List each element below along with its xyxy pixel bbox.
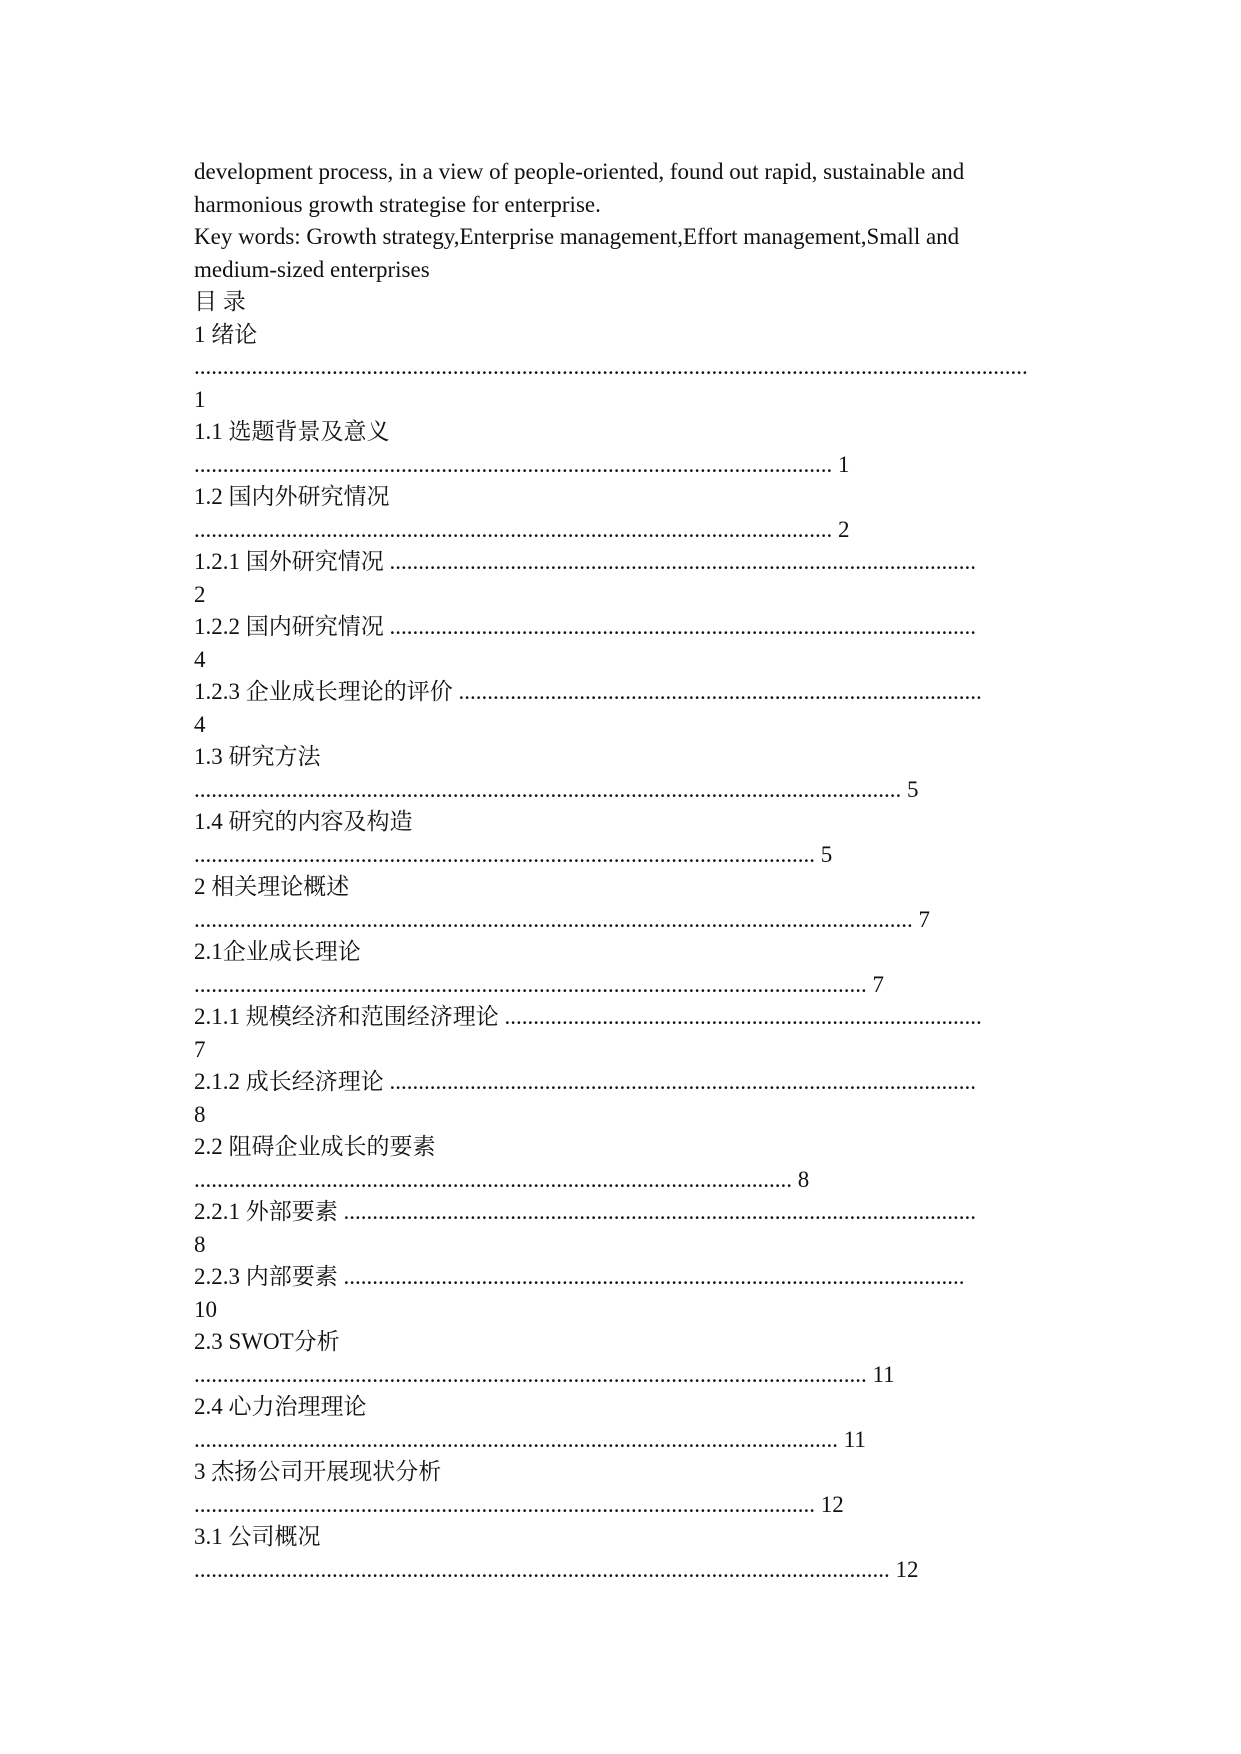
text-line-11: 1.2 国内外研究情况 xyxy=(194,484,390,509)
text-line-35: 2.2.3 内部要素 ............................................................................................................ xyxy=(194,1264,965,1289)
text-line-22: ............................................................................................................ 5 xyxy=(194,841,833,867)
text-line-6: 1 绪论 xyxy=(194,321,258,347)
text-line-7: ................................................................................................................................................. xyxy=(194,354,1028,379)
text-line-37: 2.3 SWOT分析 xyxy=(194,1329,340,1354)
text-line-19: 1.3 研究方法 xyxy=(194,744,321,769)
text-line-2: harmonious growth strategise for enterprise. xyxy=(194,191,601,217)
text-line-34: 8 xyxy=(194,1231,206,1257)
text-line-38: ..................................................................................................................... 11 xyxy=(194,1361,895,1387)
text-line-13: 1.2.1 国外研究情况 ...................................................................................................... xyxy=(194,549,976,574)
text-line-1: development process, in a view of people-oriented, found out rapid, sustainable and xyxy=(194,159,965,184)
text-line-36: 10 xyxy=(194,1296,217,1322)
text-line-33: 2.2.1 外部要素 .............................................................................................................. xyxy=(194,1199,976,1224)
text-line-31: 2.2 阻碍企业成长的要素 xyxy=(194,1134,436,1159)
text-line-4: medium-sized enterprises xyxy=(194,256,430,282)
text-line-23: 2 相关理论概述 xyxy=(194,874,350,899)
text-line-27: 2.1.1 规模经济和范围经济理论 ................................................................................... xyxy=(194,1004,982,1029)
text-line-30: 8 xyxy=(194,1101,206,1127)
text-line-28: 7 xyxy=(194,1036,206,1062)
text-line-29: 2.1.2 成长经济理论 ...................................................................................................... xyxy=(194,1069,976,1094)
text-line-42: ............................................................................................................ 12 xyxy=(194,1491,844,1517)
text-line-9: 1.1 选题背景及意义 xyxy=(194,419,390,444)
text-line-14: 2 xyxy=(194,581,206,607)
text-line-16: 4 xyxy=(194,646,206,672)
text-line-17: 1.2.3 企业成长理论的评价 ........................................................................................... xyxy=(194,679,982,704)
text-line-10: ............................................................................................................... 1 xyxy=(194,451,850,477)
text-line-39: 2.4 心力治理理论 xyxy=(194,1394,367,1419)
text-line-21: 1.4 研究的内容及构造 xyxy=(194,809,413,834)
text-line-18: 4 xyxy=(194,711,206,737)
text-line-43: 3.1 公司概况 xyxy=(194,1524,321,1549)
text-line-12: ............................................................................................................... 2 xyxy=(194,516,850,542)
text-line-26: ..................................................................................................................... 7 xyxy=(194,971,884,997)
text-line-32: ........................................................................................................ 8 xyxy=(194,1166,810,1192)
text-line-40: ................................................................................................................ 11 xyxy=(194,1426,866,1452)
text-line-15: 1.2.2 国内研究情况 ...................................................................................................... xyxy=(194,614,976,639)
text-line-41: 3 杰扬公司开展现状分析 xyxy=(194,1459,442,1484)
text-line-3: Key words: Growth strategy,Enterprise management,Effort management,Small and xyxy=(194,224,960,249)
text-line-25: 2.1企业成长理论 xyxy=(194,939,361,964)
text-line-20: ........................................................................................................................... 5 xyxy=(194,776,919,802)
text-line-44: ......................................................................................................................... 12 xyxy=(194,1556,919,1582)
text-line-8: 1 xyxy=(194,386,206,412)
text-line-24: ............................................................................................................................. 7 xyxy=(194,906,930,932)
text-line-5: 目 录 xyxy=(194,289,246,314)
